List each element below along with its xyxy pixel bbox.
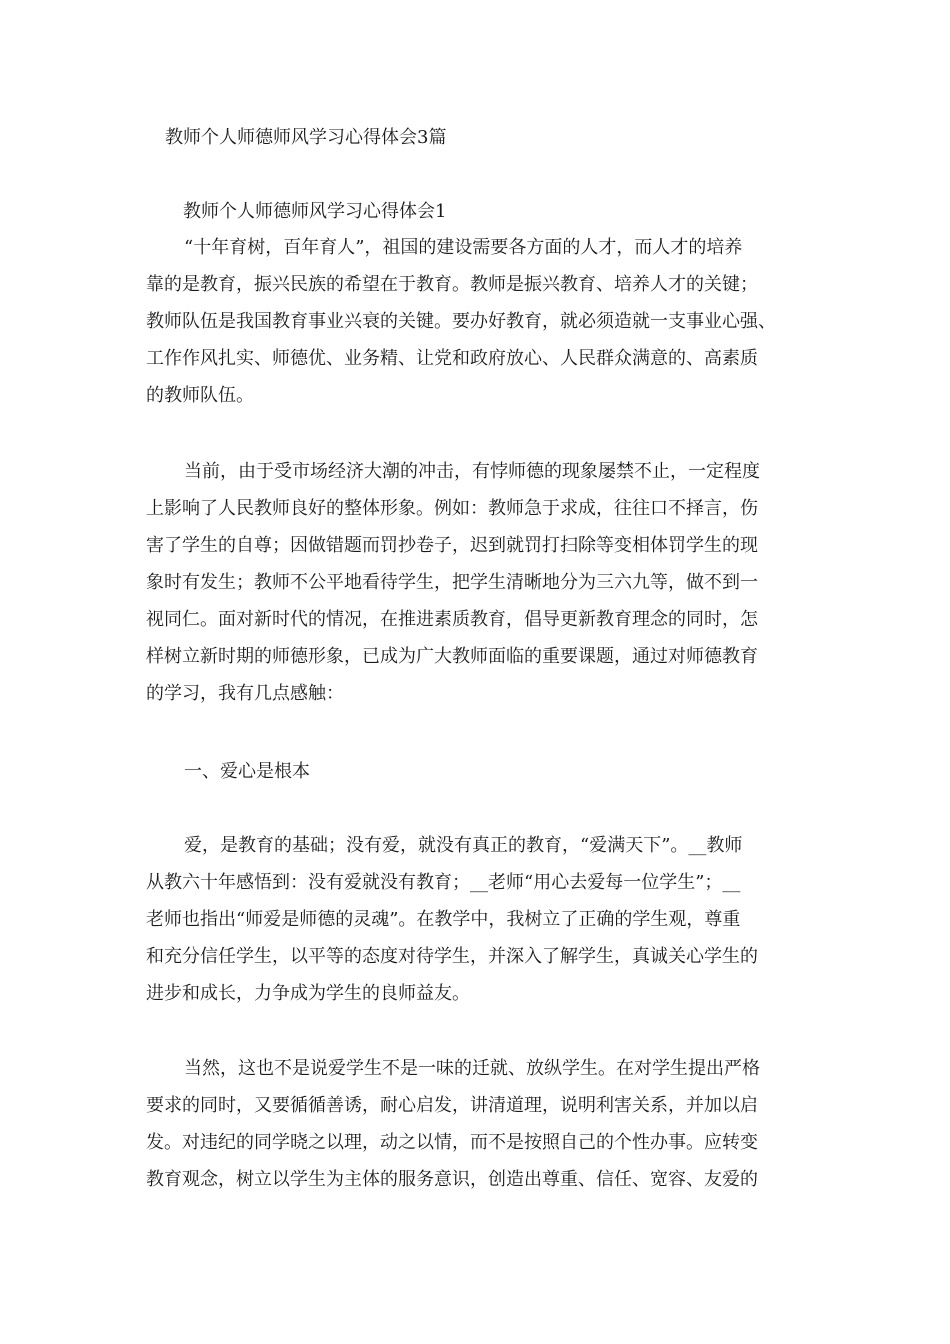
paragraph-line: 老师也指出“师爱是师德的灵魂”。在教学中，我树立了正确的学生观，尊重 [146,909,741,930]
paragraph-line: 工作作风扎实、师德优、业务精、让党和政府放心、人民群众满意的、高素质 [146,348,758,369]
paragraph-line: 当前，由于受市场经济大潮的冲击，有悖师德的现象屡禁不止，一定程度 [184,461,760,482]
paragraph-line: 和充分信任学生，以平等的态度对待学生，并深入了解学生，真诚关心学生的 [146,946,758,967]
paragraph-line: 进步和成长，力争成为学生的良师益友。 [146,983,470,1004]
paragraph-line: 爱，是教育的基础；没有爱，就没有真正的教育，“爱满天下”。__教师 [184,835,743,856]
paragraph-line: 的教师队伍。 [146,385,254,406]
paragraph-line: 要求的同时，又要循循善诱，耐心启发，讲清道理，说明利害关系，并加以启 [146,1095,758,1116]
paragraph-2 [146,453,816,712]
paragraph-line: 上影响了人民教师良好的整体形象。例如：教师急于求成，往往口不择言，伤 [146,498,758,519]
paragraph-line: 害了学生的自尊；因做错题而罚抄卷子，迟到就罚打扫除等变相体罚学生的现 [146,535,758,556]
document-title: 教师个人师德师风学习心得体会3篇 [165,127,447,148]
paragraph-line: 象时有发生；教师不公平地看待学生，把学生清晰地分为三六九等，做不到一 [146,572,758,593]
paragraph-line: “十年育树，百年育人”，祖国的建设需要各方面的人才，而人才的培养 [184,237,743,258]
paragraph-line: 视同仁。面对新时代的情况，在推进素质教育，倡导更新教育理念的同时，怎 [146,609,758,630]
paragraph-line: 发。对违纪的同学晓之以理，动之以情，而不是按照自己的个性办事。应转变 [146,1132,758,1153]
paragraph-line: 教育观念，树立以学生为主体的服务意识，创造出尊重、信任、宽容、友爱的 [146,1169,758,1190]
paragraph-line: 靠的是教育，振兴民族的希望在于教育。教师是振兴教育、培养人才的关键； [146,274,758,295]
section-title: 教师个人师德师风学习心得体会1 [183,201,447,222]
section-heading: 一、爱心是根本 [184,761,310,782]
paragraph-3 [146,827,816,1012]
paragraph-line: 的学习，我有几点感触： [146,683,344,704]
paragraph-line: 从教六十年感悟到：没有爱就没有教育；__老师“用心去爱每一位学生”；__ [146,872,741,893]
paragraph-line: 教师队伍是我国教育事业兴衰的关键。要办好教育，就必须造就一支事业心强、 [146,311,776,332]
paragraph-4 [146,1050,816,1198]
paragraph-line: 当然，这也不是说爱学生不是一味的迁就、放纵学生。在对学生提出严格 [184,1058,760,1079]
paragraph-1 [146,229,816,414]
paragraph-line: 样树立新时期的师德形象，已成为广大教师面临的重要课题，通过对师德教育 [146,646,758,667]
